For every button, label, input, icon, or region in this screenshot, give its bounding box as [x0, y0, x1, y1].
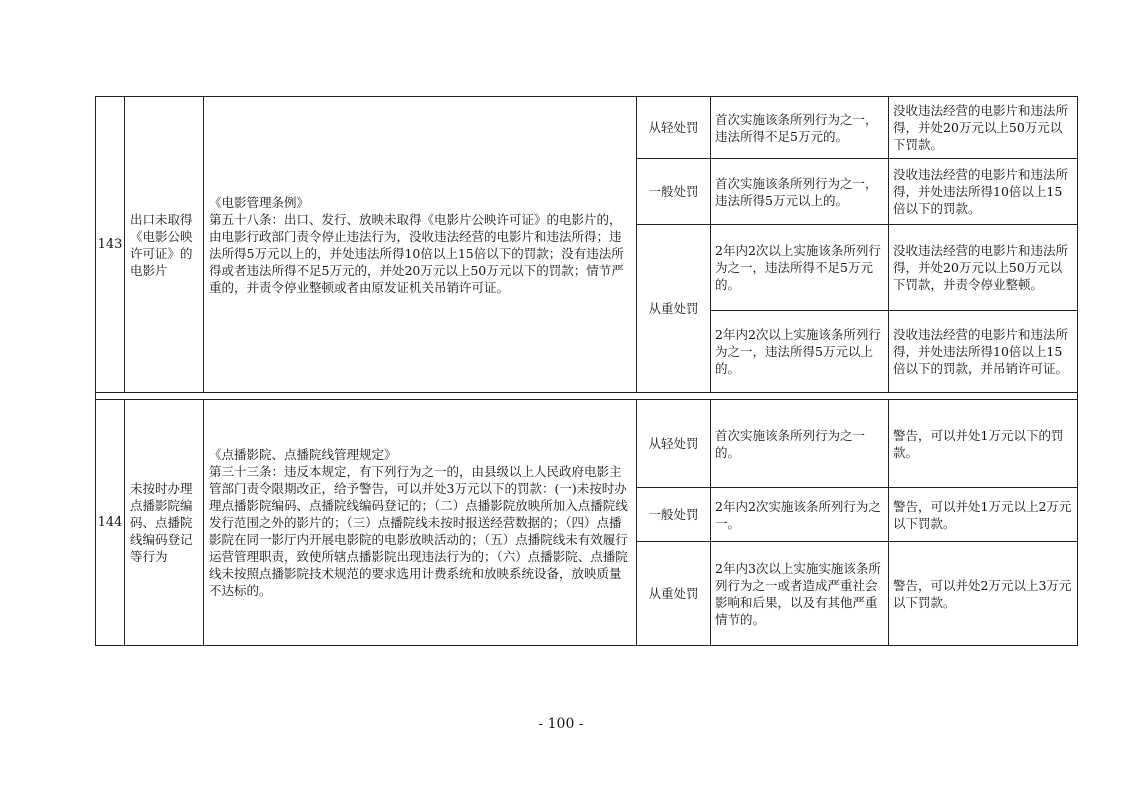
penalty: 警告，可以并处2万元以上3万元以下罚款。 — [889, 542, 1078, 646]
penalty: 没收违法经营的电影片和违法所得，并处20万元以上50万元以下罚款，并责令停业整顿。 — [889, 225, 1078, 311]
penalty: 没收违法经营的电影片和违法所得，并处20万元以上50万元以下罚款。 — [889, 97, 1078, 159]
row-separator — [96, 393, 1078, 400]
penalty-level: 从轻处罚 — [637, 97, 711, 159]
penalty-level: 从轻处罚 — [637, 400, 711, 488]
legal-basis: 《电影管理条例》 第五十八条：出口、发行、放映未取得《电影片公映许可证》的电影片的，由电影行政部门责令停止违法行为，没收违法经营的电影片和违法所得；违法所得5万元以上的，并处违法所得10倍以上15倍以下的罚款；没有违法所得或者违法所得不足5万元的，并处20万元以上50万元以下的罚款；情节严重的，并责令停业整顿或者由原发证机关吊销许可证。 — [204, 97, 637, 393]
penalty-table — [95, 96, 1078, 646]
penalty-level: 一般处罚 — [637, 488, 711, 542]
table-row — [96, 97, 1078, 159]
circumstance: 2年内2次实施该条所列行为之一。 — [711, 488, 889, 542]
circumstance: 首次实施该条所列行为之一，违法所得5万元以上的。 — [711, 159, 889, 225]
penalty: 没收违法经营的电影片和违法所得，并处违法所得10倍以上15倍以下的罚款，并吊销许可证。 — [889, 311, 1078, 393]
circumstance: 2年内3次以上实施实施该条所列行为之一或者造成严重社会影响和后果，以及有其他严重情节的。 — [711, 542, 889, 646]
circumstance: 2年内2次以上实施该条所列行为之一，违法所得不足5万元的。 — [711, 225, 889, 311]
penalty: 警告，可以并处1万元以下的罚款。 — [889, 400, 1078, 488]
circumstance: 首次实施该条所列行为之一，违法所得不足5万元的。 — [711, 97, 889, 159]
row-number: 143 — [96, 97, 125, 393]
penalty: 警告，可以并处1万元以上2万元以下罚款。 — [889, 488, 1078, 542]
violation-item: 未按时办理 点播影院编 码、点播院 线编码登记 等行为 — [125, 400, 204, 646]
penalty-level: 从重处罚 — [637, 542, 711, 646]
penalty-level: 一般处罚 — [637, 159, 711, 225]
circumstance: 2年内2次以上实施该条所列行为之一，违法所得5万元以上的。 — [711, 311, 889, 393]
table-row — [96, 400, 1078, 488]
row-number: 144 — [96, 400, 125, 646]
penalty: 没收违法经营的电影片和违法所得，并处违法所得10倍以上15倍以下的罚款。 — [889, 159, 1078, 225]
legal-basis: 《点播影院、点播院线管理规定》 第三十三条：违反本规定，有下列行为之一的，由县级以上人民政府电影主管部门责令限期改正，给予警告，可以并处3万元以下的罚款：(一)未按时办理点播影院编码、点播院线编码登记的；（二）点播影院放映所加入点播院线发行范围之外的影片的；（三）点播院线未按时报送经营数据的；（四）点播影院在同一影厅内开展电影院的电影放映活动的；（五）点播院线未有效履行运营管理职责，致使所辖点播影院出现违法行为的；（六）点播影院、点播院线未按照点播影院技术规范的要求选用计费系统和放映系统设备，放映质量不达标的。 — [204, 400, 637, 646]
violation-item: 出口未取得 《电影公映 许可证》的 电影片 — [125, 97, 204, 393]
circumstance: 首次实施该条所列行为之一的。 — [711, 400, 889, 488]
page-number: - 100 - — [538, 716, 584, 732]
penalty-level: 从重处罚 — [637, 225, 711, 393]
